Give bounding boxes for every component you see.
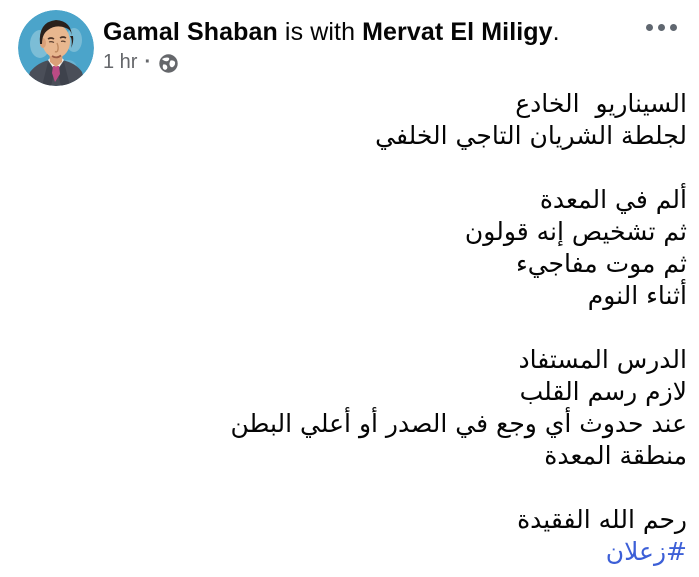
post-menu-button[interactable] [638, 16, 685, 39]
timestamp[interactable]: 1 hr [103, 51, 138, 73]
post-text-line: رحم الله الفقيدة [517, 505, 687, 534]
author-name[interactable]: Gamal Shaban [103, 18, 278, 46]
post-text-line: ثم تشخيص إنه قولون [464, 217, 687, 246]
byline-period: . [552, 18, 560, 46]
post-text-line: لازم رسم القلب [519, 377, 687, 406]
ellipsis-icon [646, 24, 653, 31]
post-meta [103, 49, 683, 75]
post-header [0, 0, 699, 86]
post-text-line: ألم في المعدة [539, 185, 687, 214]
post-text-line: أثناء النوم [587, 281, 687, 310]
avatar-illustration [18, 10, 94, 86]
post-text-line [16, 472, 687, 504]
post-byline [103, 16, 683, 48]
tagged-name[interactable]: Mervat El Miligy [362, 18, 553, 46]
post-body [0, 86, 699, 568]
post-text-line: الدرس المستفاد [518, 345, 687, 374]
post-text-line: ثم موت مفاجيء [515, 249, 687, 278]
header-text [103, 10, 683, 75]
byline-connector: is with [277, 18, 363, 46]
post-text-line [16, 312, 687, 344]
post-text-line: منطقة المعدة [544, 441, 687, 470]
hashtag-link[interactable]: #زعلان [605, 537, 687, 566]
post-text-line: السيناريو الخادع [515, 89, 687, 118]
post-text-line: عند حدوث أي وجع في الصدر أو أعلي البطن [230, 409, 687, 438]
post-text-line: لجلطة الشريان التاجي الخلفي [375, 121, 687, 150]
meta-separator: · [144, 51, 152, 73]
post-text-line [16, 152, 687, 184]
avatar[interactable] [18, 10, 94, 86]
globe-icon [158, 53, 179, 74]
